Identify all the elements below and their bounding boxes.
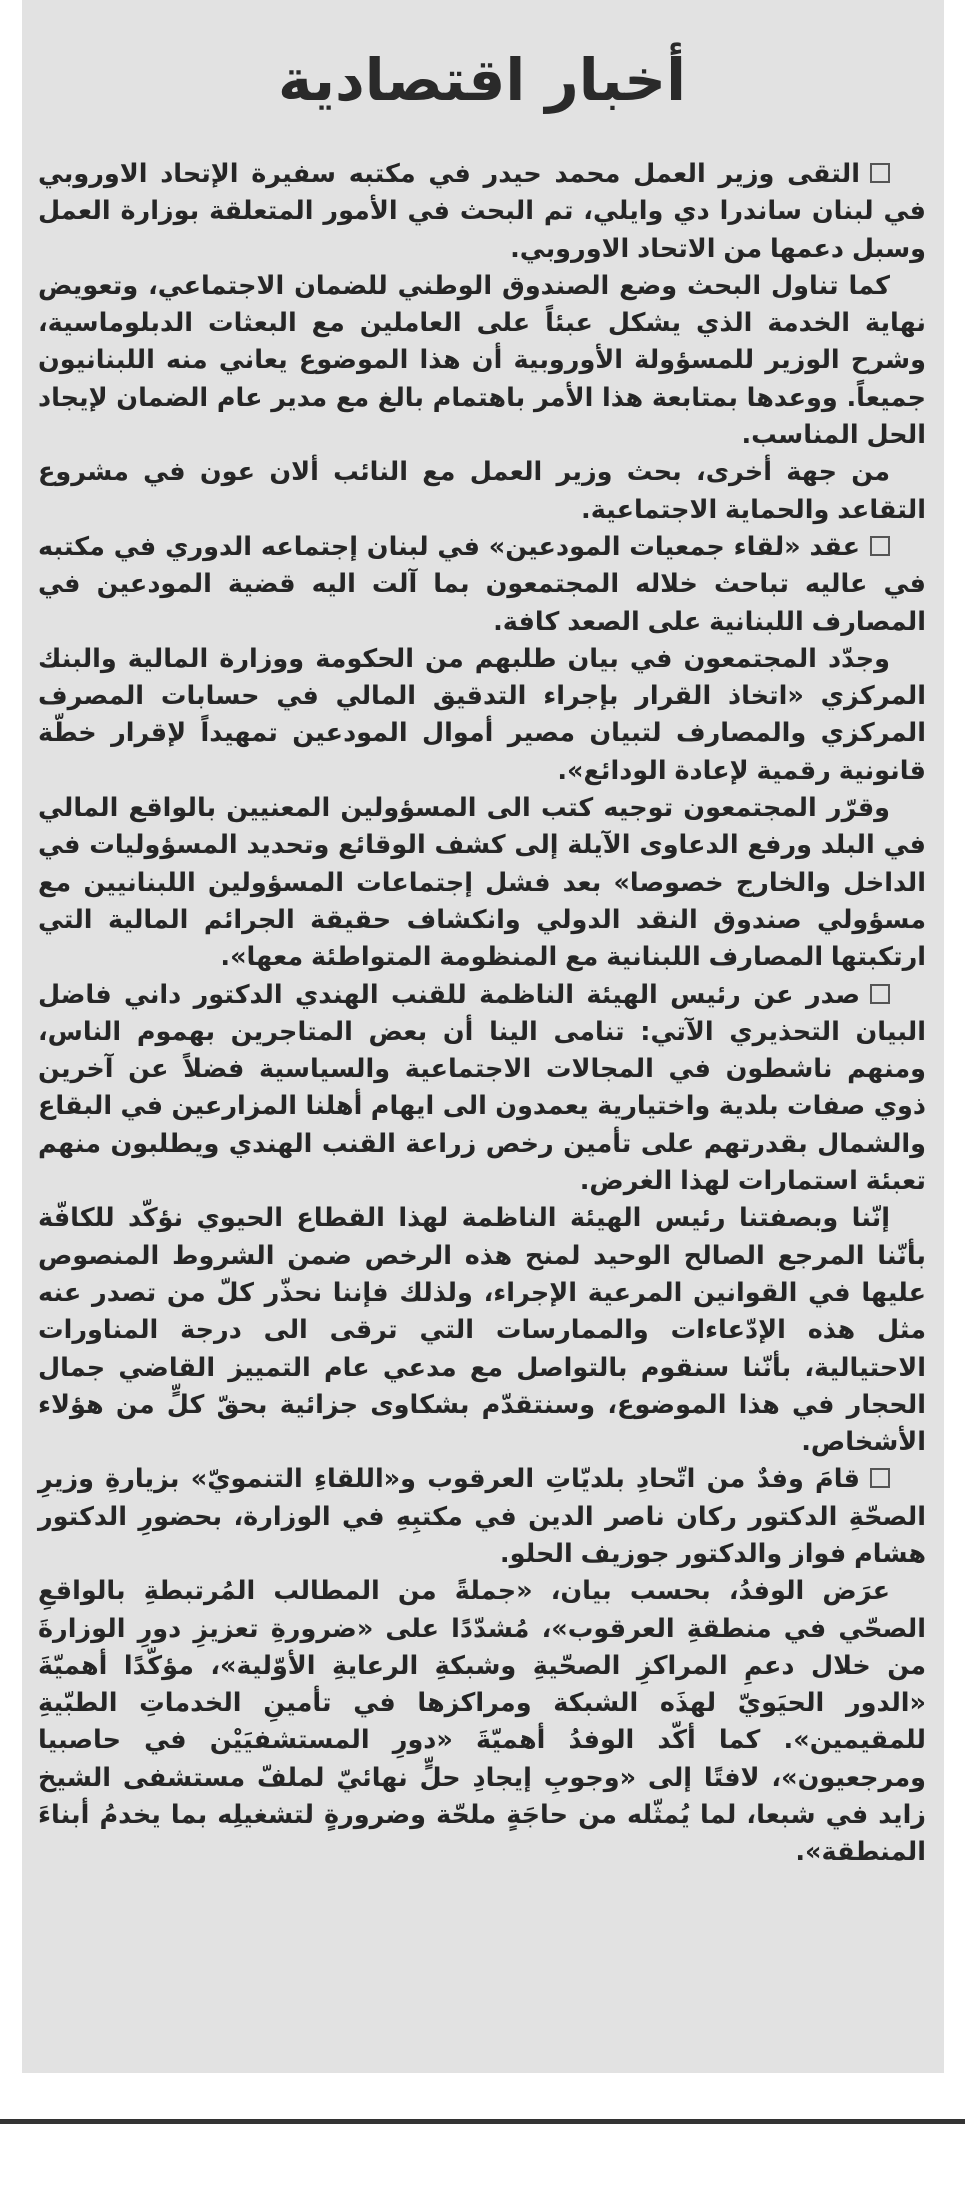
article-paragraph: وقرّر المجتمعون توجيه كتب الى المسؤولين المعنيين بالواقع المالي في البلد ورفع الدعاوى الآيلة إلى كشف الوقائع وتحديد المسؤوليات في الداخل والخارج خصوصا» بعد فشل إجتماعات المسؤولين اللبنانيين مع مسؤولي صندوق النقد الدولي وانكشاف حقيقة الجرائم المالية التي ارتكبتها المصارف اللبنانية مع المنظومة المتواطئة معها».: [38, 793, 926, 973]
square-bullet-icon: [870, 1468, 890, 1488]
article-paragraph: صدر عن رئيس الهيئة الناظمة للقنب الهندي الدكتور داني فاضل البيان التحذيري الآتي: تنامى الينا أن بعض المتاجرين بهموم الناس، ومنهم ناشطون في المجالات الاجتماعية والسياسية فضلاً عن آخرين ذوي صفات بلدية واختيارية يعمدون الى ايهام أهلنا المزارعين في البقاع والشمال بقدرتهم على تأمين رخص زراعة القنب الهندي ويطلبون منهم تعبئة استمارات لهذا الغرض.: [38, 979, 926, 1197]
article-cannabis-authority: [38, 977, 926, 1462]
article-paragraph: عقد «لقاء جمعيات المودعين» في لبنان إجتماعه الدوري في مكتبه في عاليه تباحث خلاله المجتمعون بما آلت اليه قضية المودعين في المصارف اللبنانية على الصعد كافة.: [38, 531, 926, 637]
article-health-minister: [38, 1461, 926, 1871]
article-paragraph: التقى وزير العمل محمد حيدر في مكتبه سفيرة الإتحاد الاوروبي في لبنان ساندرا دي وايلي، تم البحث في الأمور المتعلقة بوزارة العمل وسبل دعمها من الاتحاد الاوروبي.: [38, 159, 926, 264]
square-bullet-icon: [870, 984, 890, 1004]
article-depositors-meeting: [38, 529, 926, 977]
news-panel: [22, 0, 944, 2073]
bottom-divider: [0, 2119, 965, 2124]
section-title: أخبار اقتصادية: [278, 46, 686, 114]
article-paragraph: من جهة أخرى، بحث وزير العمل مع النائب ألان عون في مشروع التقاعد والحماية الاجتماعية.: [38, 457, 926, 525]
article-paragraph: عرَض الوفدُ، بحسب بيان، «جملةً من المطالب المُرتبطةِ بالواقعِ الصحّي في منطقةِ العرقوب»، مُشدّدًا على «ضرورةِ تعزيزِ دورِ الوزارةَ من خلال دعمِ المراكزِ الصحّيةِ وشبكةِ الرعايةِ الأوّلية»، مؤكّدًا أهميّةَ «الدور الحيَويّ لهذَه الشبكة ومراكزها في تأمينِ الخدماتِ الطبّيةِ للمقيمين». كما أكّد الوفدُ أهميّةَ «دورِ المستشفيَيْن في حاصبيا ومرجعيون»، لافتًا إلى «وجوبِ إيجادِ حلٍّ نهائيّ لملفّ مستشفى الشيخ زايد في شبعا، لما يُمثّله من حاجَةٍ ملحّة وضرورةٍ لتشغيلِه بما يخدمُ أبناءَ المنطقة».: [38, 1576, 926, 1868]
article-paragraph: قامَ وفدٌ من اتّحادِ بلديّاتِ العرقوب و«اللقاءِ التنمويّ» بزيارةِ وزيرِ الصحّةِ الدكتور ركان ناصر الدين في مكتبِهِ في الوزارة، بحضورِ الدكتور هشام فواز والدكتور جوزيف الحلو.: [38, 1464, 926, 1569]
article-paragraph: وجدّد المجتمعون في بيان طلبهم من الحكومة ووزارة المالية والبنك المركزي «اتخاذ القرار بإجراء التدقيق المالي في حسابات المصرف المركزي والمصارف لتبيان مصير أموال المودعين تمهيداً لإقرار خطّة قانونية رقمية لإعادة الودائع».: [38, 643, 926, 786]
article-labor-minister: [38, 156, 926, 529]
article-paragraph: كما تناول البحث وضع الصندوق الوطني للضمان الاجتماعي، وتعويض نهاية الخدمة الذي يشكل عبئاً على العاملين مع البعثات الدبلوماسية، وشرح الوزير للمسؤولة الأوروبية أن هذا الموضوع يعاني منه اللبنانيون جميعاً. ووعدها بمتابعة هذا الأمر باهتمام بالغ مع مدير عام الضمان لإيجاد الحل المناسب.: [38, 270, 926, 451]
square-bullet-icon: [870, 163, 890, 183]
article-paragraph: إنّنا وبصفتنا رئيس الهيئة الناظمة لهذا القطاع الحيوي نؤكّد للكافّة بأنّنا المرجع الصالح الوحيد لمنح هذه الرخص ضمن الشروط المنصوص عليها في القوانين المرعية الإجراء، ولذلك فإننا نحذّر كلّ من تصدر عنه مثل هذه الإدّعاءات والممارسات التي ترقى الى درجة المناورات الاحتيالية، بأنّنا سنقوم بالتواصل مع مدعي عام التمييز القاضي جمال الحجار في هذا الموضوع، وسنتقدّم بشكاوى جزائية بحقّ كلٍّ من هؤلاء الأشخاص.: [38, 1203, 926, 1458]
square-bullet-icon: [870, 536, 890, 556]
